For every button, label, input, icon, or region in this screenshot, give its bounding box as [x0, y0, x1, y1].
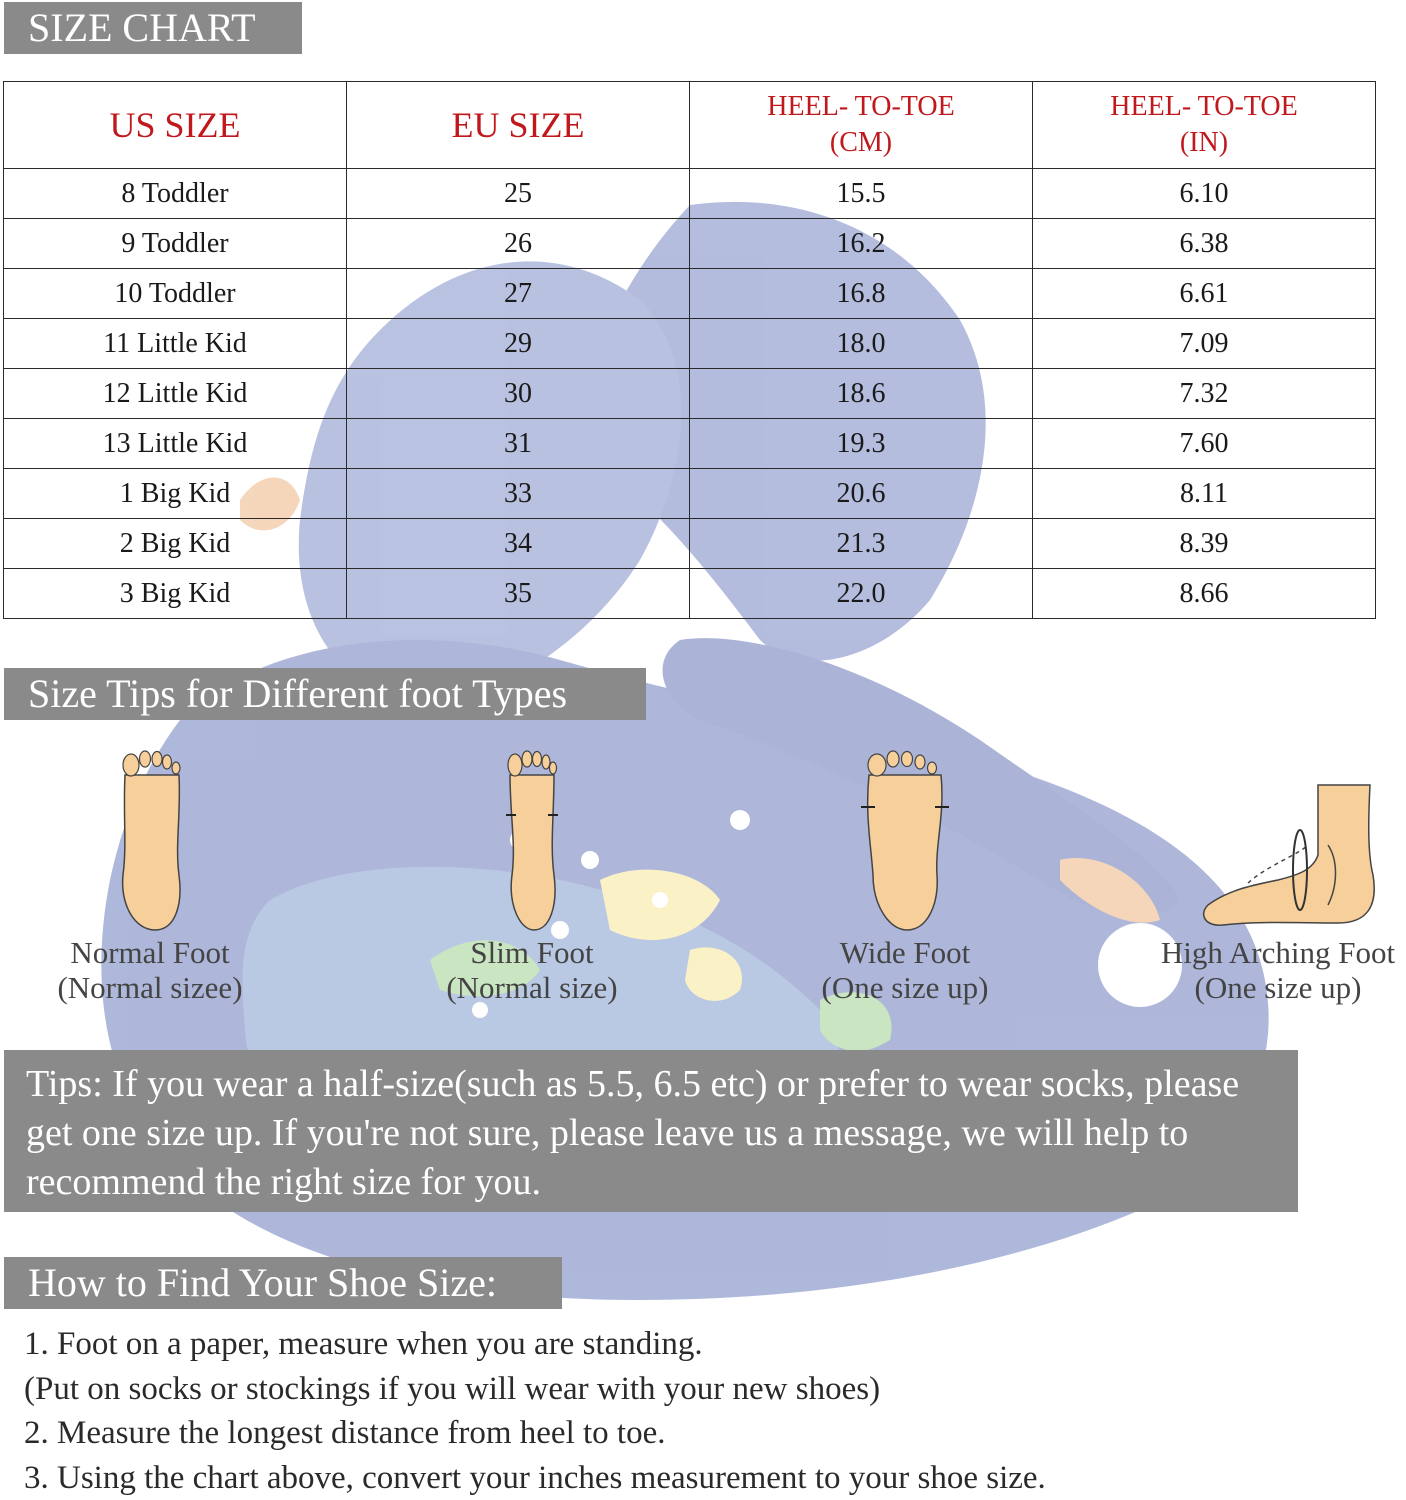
- normal-foot-label: Normal Foot: [70, 935, 230, 970]
- slim-foot-advice: (Normal size): [446, 970, 618, 1005]
- tips-text: Tips: If you wear a half-size(such as 5.5, 6.5 etc) or prefer to wear socks, please get one size up. If you're not sure, please leave us a message, we will help to recommend the right size for you.: [26, 1063, 1240, 1203]
- header-cm-line1: HEEL- TO-TOE: [767, 91, 955, 122]
- in-cell: 6.10: [1033, 169, 1376, 219]
- cm-cell: 16.8: [690, 269, 1033, 319]
- how-to-steps: [24, 1322, 1046, 1500]
- in-cell: 7.09: [1033, 319, 1376, 369]
- slim-foot-icon: [492, 745, 572, 935]
- eu-size-cell: 31: [347, 419, 690, 469]
- high-arch-foot-block: [1150, 745, 1406, 1005]
- header-heel-to-toe-cm: [690, 82, 1033, 169]
- cm-cell: 15.5: [690, 169, 1033, 219]
- header-in-line2: (IN): [1179, 127, 1229, 158]
- how-to-title: How to Find Your Shoe Size:: [4, 1257, 562, 1309]
- wide-foot-block: [795, 745, 1015, 1005]
- cm-cell: 18.0: [690, 319, 1033, 369]
- table-row: [4, 569, 1376, 619]
- us-size-cell: 8 Toddler: [4, 169, 347, 219]
- high-arch-foot-label: High Arching Foot: [1160, 935, 1396, 970]
- header-eu-size: EU SIZE: [347, 82, 690, 169]
- table-row: [4, 219, 1376, 269]
- cm-cell: 22.0: [690, 569, 1033, 619]
- normal-foot-block: [40, 745, 260, 1005]
- in-cell: 8.39: [1033, 519, 1376, 569]
- us-size-cell: 13 Little Kid: [4, 419, 347, 469]
- eu-size-cell: 26: [347, 219, 690, 269]
- eu-size-cell: 35: [347, 569, 690, 619]
- size-chart-title: SIZE CHART: [4, 2, 302, 54]
- us-size-cell: 11 Little Kid: [4, 319, 347, 369]
- normal-foot-icon: [105, 745, 195, 935]
- step-item: 1. Foot on a paper, measure when you are standing.: [24, 1326, 703, 1362]
- eu-size-cell: 34: [347, 519, 690, 569]
- slim-foot-block: [422, 745, 642, 1005]
- size-chart-table: [3, 81, 1376, 619]
- wide-foot-icon: [855, 745, 955, 935]
- eu-size-cell: 29: [347, 319, 690, 369]
- us-size-cell: 12 Little Kid: [4, 369, 347, 419]
- table-row: [4, 319, 1376, 369]
- step-item: 3. Using the chart above, convert your inches measurement to your shoe size.: [24, 1459, 1046, 1496]
- header-in-line1: HEEL- TO-TOE: [1110, 91, 1298, 122]
- cm-cell: 19.3: [690, 419, 1033, 469]
- slim-foot-label: Slim Foot: [470, 935, 594, 970]
- table-header-row: [4, 82, 1376, 169]
- high-arch-foot-advice: (One size up): [1194, 970, 1362, 1005]
- table-row: [4, 469, 1376, 519]
- cm-cell: 18.6: [690, 369, 1033, 419]
- us-size-cell: 3 Big Kid: [4, 569, 347, 619]
- table-row: [4, 269, 1376, 319]
- tips-box: [4, 1050, 1298, 1212]
- in-cell: 7.32: [1033, 369, 1376, 419]
- step-item: 2. Measure the longest distance from heel to toe.: [24, 1415, 666, 1451]
- header-cm-line2: (CM): [829, 127, 893, 158]
- eu-size-cell: 33: [347, 469, 690, 519]
- table-row: [4, 419, 1376, 469]
- header-us-size: US SIZE: [4, 82, 347, 169]
- wide-foot-advice: (One size up): [821, 970, 989, 1005]
- us-size-cell: 10 Toddler: [4, 269, 347, 319]
- in-cell: 8.11: [1033, 469, 1376, 519]
- in-cell: 6.38: [1033, 219, 1376, 269]
- eu-size-cell: 27: [347, 269, 690, 319]
- eu-size-cell: 30: [347, 369, 690, 419]
- us-size-cell: 1 Big Kid: [4, 469, 347, 519]
- table-row: [4, 369, 1376, 419]
- high-arch-foot-icon: [1178, 745, 1378, 935]
- us-size-cell: 9 Toddler: [4, 219, 347, 269]
- step-item: (Put on socks or stockings if you will wear with your new shoes): [24, 1370, 881, 1407]
- us-size-cell: 2 Big Kid: [4, 519, 347, 569]
- foot-types-title: Size Tips for Different foot Types: [4, 668, 646, 720]
- table-row: [4, 519, 1376, 569]
- cm-cell: 20.6: [690, 469, 1033, 519]
- wide-foot-label: Wide Foot: [839, 935, 971, 970]
- eu-size-cell: 25: [347, 169, 690, 219]
- in-cell: 7.60: [1033, 419, 1376, 469]
- table-row: [4, 169, 1376, 219]
- cm-cell: 21.3: [690, 519, 1033, 569]
- header-heel-to-toe-in: [1033, 82, 1376, 169]
- cm-cell: 16.2: [690, 219, 1033, 269]
- in-cell: 6.61: [1033, 269, 1376, 319]
- in-cell: 8.66: [1033, 569, 1376, 619]
- normal-foot-advice: (Normal sizee): [57, 970, 243, 1005]
